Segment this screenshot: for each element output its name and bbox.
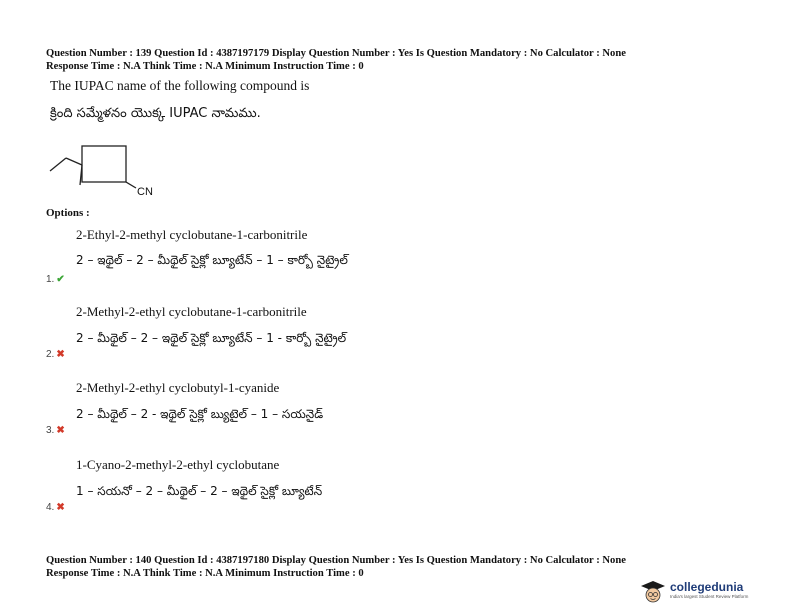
cyclobutane-ring	[82, 146, 126, 182]
option-2-telugu: 2 – మీథైల్ – 2 – ఇథైల్ సైక్లో బ్యూటేన్ – 1 - కార్బో నైట్రైల్	[76, 331, 347, 345]
option-1-number: 1.	[46, 274, 55, 285]
option-1-english: 2-Ethyl-2-methyl cyclobutane-1-carbonitrile	[76, 227, 308, 242]
ethyl-bond-2	[50, 158, 66, 171]
option-3-english: 2-Methyl-2-ethyl cyclobutyl-1-cyanide	[76, 380, 280, 395]
mascot-icon	[640, 580, 666, 604]
collegedunia-logo	[640, 580, 748, 604]
logo-tagline: India's largest Student Review Platform	[670, 594, 749, 599]
question-139-header	[46, 47, 626, 73]
option-2-number: 2.	[46, 349, 55, 360]
option-4-english: 1-Cyano-2-methyl-2-ethyl cyclobutane	[76, 457, 280, 472]
cross-icon: ✖	[56, 425, 65, 436]
nitrile-label: CN	[137, 186, 153, 198]
question-text-telugu: క్రింది సమ్మేళనం యొక్క IUPAC నామము.	[50, 106, 261, 121]
option-4-number: 4.	[46, 502, 55, 513]
question-meta-line: Question Number : 139 Question Id : 4387197179 Display Question Number : Yes Is Question Mandatory : No Calculator : None	[46, 48, 626, 59]
question-140-header	[46, 554, 626, 580]
option-1-telugu: 2 – ఇథైల్ – 2 – మీథైల్ సైక్లో బ్యూటేన్ – 1 – కార్బో నైట్రైల్	[76, 253, 348, 267]
option-1-marker	[46, 274, 65, 285]
question-text-english: The IUPAC name of the following compound is	[50, 78, 310, 93]
ethyl-bond-1	[66, 158, 82, 165]
option-3-number: 3.	[46, 425, 55, 436]
question-meta-line: Question Number : 140 Question Id : 4387197180 Display Question Number : Yes Is Question Mandatory : No Calculator : None	[46, 555, 626, 566]
option-2-marker	[46, 349, 65, 360]
options-heading: Options :	[46, 207, 90, 219]
nitrile-bond	[126, 182, 136, 188]
option-4-telugu: 1 – సయనో – 2 – మీథైల్ – 2 – ఇథైల్ సైక్లో బ్యూటేన్	[76, 484, 323, 498]
option-3-marker	[46, 425, 65, 436]
check-icon: ✔	[56, 274, 65, 285]
response-meta-line: Response Time : N.A Think Time : N.A Minimum Instruction Time : 0	[46, 568, 364, 579]
option-2-english: 2-Methyl-2-ethyl cyclobutane-1-carbonitrile	[76, 304, 307, 319]
cross-icon: ✖	[56, 349, 65, 360]
compound-structure	[48, 138, 168, 200]
logo-name: collegedunia	[670, 580, 744, 594]
option-4-marker	[46, 502, 65, 513]
option-3-telugu: 2 – మీథైల్ – 2 - ఇథైల్ సైక్లో బ్యుటైల్ – 1 – సయనైడ్	[76, 407, 324, 421]
response-meta-line: Response Time : N.A Think Time : N.A Minimum Instruction Time : 0	[46, 61, 364, 72]
cross-icon: ✖	[56, 502, 65, 513]
